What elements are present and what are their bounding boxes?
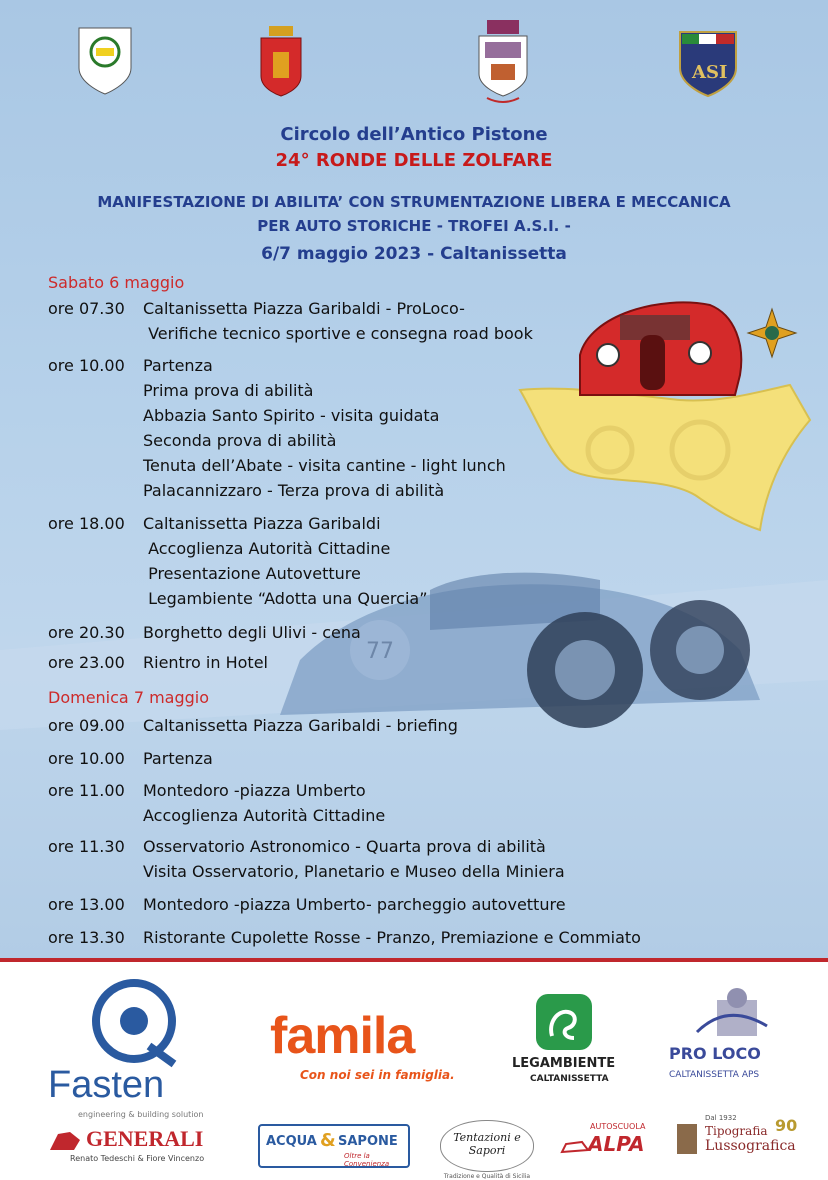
- sponsor-footer: [0, 958, 828, 1180]
- famila-logo: [270, 1006, 460, 1086]
- schedule-lines: [143, 892, 566, 917]
- alpa-name: ALPA: [588, 1132, 645, 1156]
- schedule-time: ore 18.00: [48, 514, 125, 533]
- schedule-line: Caltanissetta Piazza Garibaldi - briefing: [143, 716, 458, 735]
- acqua-amp: &: [320, 1130, 336, 1151]
- schedule-lines: [143, 925, 641, 950]
- press-icon: [675, 1122, 699, 1156]
- subtitle-line2: PER AUTO STORICHE - TROFEI A.S.I. -: [257, 217, 571, 235]
- schedule-line: Partenza: [143, 749, 213, 768]
- schedule-lines: [143, 746, 213, 771]
- lussografica-since: Dal 1932: [705, 1114, 737, 1122]
- fasten-mark-icon: [84, 976, 184, 1066]
- day1-label: Sabato 6 maggio: [48, 273, 185, 292]
- tentazioni-sapori-logo: [440, 1120, 534, 1180]
- schedule-time: ore 11.00: [48, 781, 125, 800]
- schedule-line: Borghetto degli Ulivi - cena: [143, 623, 361, 642]
- schedule-lines: [143, 511, 427, 611]
- event-title: 24° RONDE DELLE ZOLFARE: [275, 150, 553, 171]
- legambiente-city: CALTANISSETTA: [530, 1074, 609, 1084]
- cathedral-icon: [697, 982, 767, 1042]
- schedule-lines: [143, 778, 385, 828]
- schedule-line: Seconda prova di abilità: [143, 431, 337, 450]
- schedule-time: ore 20.30: [48, 623, 125, 642]
- schedule-line: Tenuta dell’Abate - visita cantine - light lunch: [143, 456, 506, 475]
- fasten-name: Fasten: [48, 1064, 165, 1106]
- schedule-line: Accoglienza Autorità Cittadine: [143, 806, 386, 825]
- schedule-line: Abbazia Santo Spirito - visita guidata: [143, 406, 440, 425]
- car-icon: [560, 1136, 590, 1156]
- acqua-tag: Oltre la Convenienza: [344, 1152, 390, 1168]
- schedule-time: ore 10.00: [48, 356, 125, 375]
- lion-icon: [48, 1128, 82, 1154]
- tentazioni-name: Tentazioni e Sapori: [453, 1131, 521, 1157]
- schedule-time: ore 09.00: [48, 716, 125, 735]
- date-place: 6/7 maggio 2023 - Caltanissetta: [261, 244, 567, 264]
- generali-agents: Renato Tedeschi & Fiore Vincenzo: [70, 1154, 205, 1163]
- schedule-line: Partenza: [143, 356, 213, 375]
- legambiente-logo: [512, 992, 622, 1092]
- schedule-line: Presentazione Autovetture: [143, 564, 361, 583]
- lussografica-name2: Lussografica: [705, 1138, 796, 1154]
- schedule-line: Accoglienza Autorità Cittadine: [143, 539, 391, 558]
- asi-text: ASI: [692, 62, 728, 83]
- swan-icon: [534, 992, 594, 1052]
- club-title: Circolo dell’Antico Pistone: [280, 124, 548, 145]
- schedule-time: ore 13.30: [48, 928, 125, 947]
- lussografica-logo: [675, 1114, 805, 1168]
- sicily-car-illustration: [510, 295, 820, 535]
- schedule-lines: [143, 353, 506, 503]
- schedule-time: ore 23.00: [48, 653, 125, 672]
- schedule-time: ore 10.00: [48, 749, 125, 768]
- car-number: 77: [366, 639, 394, 664]
- caltanissetta-crest: [259, 24, 303, 98]
- schedule-lines: [143, 713, 458, 738]
- montedoro-crest: [473, 18, 533, 104]
- schedule-line: Palacannizzaro - Terza prova di abilità: [143, 481, 445, 500]
- fasten-tagline: engineering & building solution: [78, 1110, 204, 1119]
- day2-label: Domenica 7 maggio: [48, 688, 210, 707]
- schedule-time: ore 07.30: [48, 299, 125, 318]
- schedule-line: Legambiente “Adotta una Quercia”: [143, 589, 428, 608]
- lussografica-name1: Tipografia: [705, 1124, 768, 1138]
- proloco-city: CALTANISSETTA APS: [669, 1070, 760, 1080]
- schedule-line: Caltanissetta Piazza Garibaldi: [143, 514, 381, 533]
- schedule-line: Ristorante Cupolette Rosse - Pranzo, Premiazione e Commiato: [143, 928, 641, 947]
- schedule-lines: [143, 650, 268, 675]
- schedule-lines: [143, 620, 361, 645]
- sapone-name: SAPONE: [338, 1134, 398, 1149]
- alpa-logo: [560, 1122, 650, 1166]
- schedule-line: Verifiche tecnico sportive e consegna road book: [143, 324, 533, 343]
- generali-logo: [48, 1126, 218, 1170]
- schedule-line: Montedoro -piazza Umberto: [143, 781, 366, 800]
- schedule-time: ore 11.30: [48, 837, 125, 856]
- tentazioni-tag: Tradizione e Qualità di Sicilia: [443, 1173, 531, 1180]
- famila-tagline: Con noi sei in famiglia.: [300, 1068, 455, 1082]
- lussografica-years: 90: [775, 1116, 798, 1135]
- schedule-lines: [143, 296, 533, 346]
- schedule-line: Osservatorio Astronomico - Quarta prova di abilità: [143, 837, 546, 856]
- proloco-logo: [665, 982, 785, 1092]
- schedule-line: Prima prova di abilità: [143, 381, 314, 400]
- schedule-lines: [143, 834, 565, 884]
- fasten-logo: [48, 976, 228, 1126]
- generali-name: GENERALI: [86, 1126, 204, 1151]
- alpa-top: AUTOSCUOLA: [590, 1122, 646, 1131]
- famila-name: famila: [270, 1007, 415, 1065]
- acqua-name: ACQUA: [266, 1134, 317, 1149]
- legambiente-name: LEGAMBIENTE: [512, 1056, 616, 1071]
- acqua-sapone-logo: [258, 1124, 410, 1168]
- proloco-name: PRO LOCO: [669, 1044, 761, 1063]
- schedule-line: Caltanissetta Piazza Garibaldi - ProLoco-: [143, 299, 465, 318]
- circolo-emblem: [75, 24, 135, 96]
- schedule-line: Rientro in Hotel: [143, 653, 268, 672]
- asi-emblem: [676, 28, 740, 98]
- subtitle-line1: MANIFESTAZIONE DI ABILITA’ CON STRUMENTAZIONE LIBERA E MECCANICA: [97, 193, 731, 211]
- schedule-time: ore 13.00: [48, 895, 125, 914]
- compass-rose-icon: [748, 309, 796, 357]
- schedule-line: Montedoro -piazza Umberto- parcheggio autovetture: [143, 895, 566, 914]
- schedule-line: Visita Osservatorio, Planetario e Museo della Miniera: [143, 862, 565, 881]
